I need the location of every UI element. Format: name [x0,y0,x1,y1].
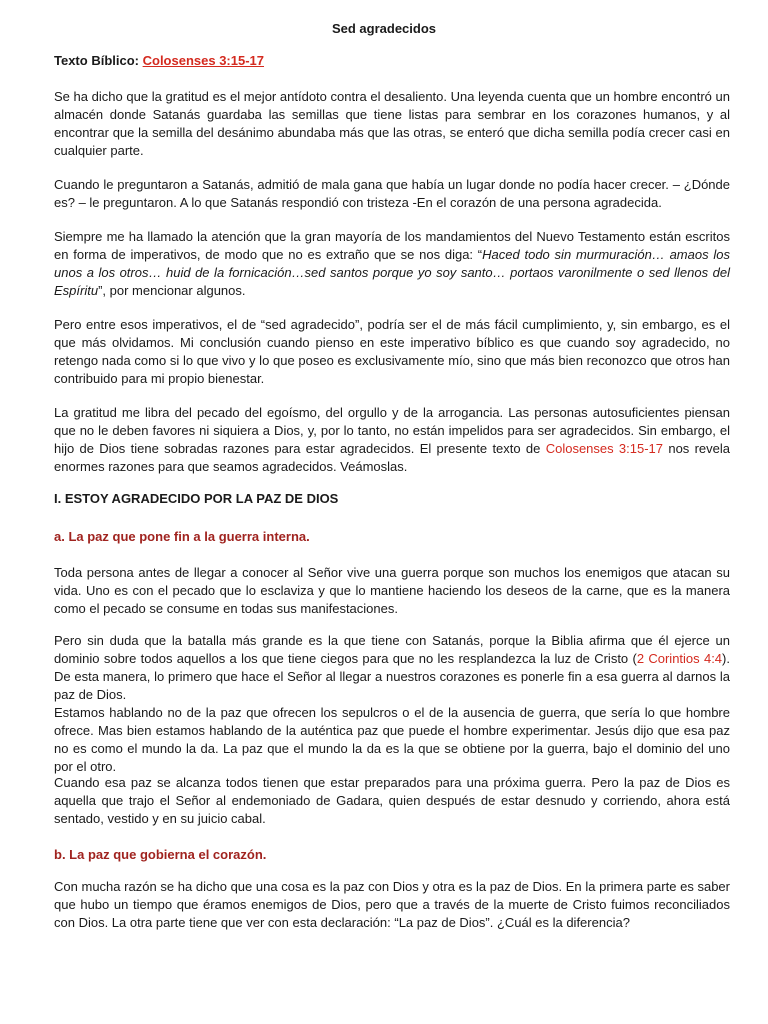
section-heading-peace: I. ESTOY AGRADECIDO POR LA PAZ DE DIOS [54,491,339,506]
paragraph-inner-war: Toda persona antes de llegar a conocer al Señor vive una guerra porque son muchos los enemigos que atacan su vida. Uno es con el pecado que lo esclaviza y que lo mantiene haciendo los deseos de la carne, que es la manera como el pecado se consume en todas sus manifestaciones. [54,565,730,616]
corinthians-reference: 2 Corintios 4:4 [636,651,723,666]
paragraph-imperatives [54,228,730,300]
paragraph-gratitude-start: La gratitud me libra del pecado del egoísmo, del orgullo y de la arrogancia. Las personas autosuficientes piensan que no le deben favores ni siquiera a Dios, y, por lo tanto, no están impelidos para ser agradecidos. Sin embargo, el hijo de Dios tiene sobradas razones para estar agradecidos. El presente texto de [54,405,730,456]
bible-reference-link[interactable]: Colosenses 3:15-17 [142,53,265,68]
paragraph-gratitude-end: nos revela enormes razones para que seamos agradecidos. Veámoslas. [54,441,731,474]
subheading-a: a. La paz que pone fin a la guerra interna. [54,529,310,544]
document-title: Sed agradecidos [331,21,437,36]
paragraph-gadara: Cuando esa paz se alcanza todos tienen que estar preparados para una próxima guerra. Pero la paz de Dios es aquella que trajo el Señor al endemoniado de Gadara, quien después de estar desnudo y corriendo, ahora está sentado, vestido y en su juicio cabal. [54,775,730,826]
paragraph-gratitude-frees [54,404,730,476]
colossians-reference: Colosenses 3:15-17 [545,441,664,456]
paragraph-battle-end: ). De esta manera, lo primero que hace el Señor al llegar a nuestros corazones es ponerle fin a esa guerra al darnos la paz de Dios. [54,651,730,702]
paragraph-true-peace: Estamos hablando no de la paz que ofrecen los sepulcros o el de la ausencia de guerra, que sería lo que hombre ofrece. Mas bien estamos hablando de la auténtica paz que puede el hombre experimentar. Jesús dijo que esa paz no es como el mundo la da. La paz que el mundo la da es la que se obtiene por la guerra, bajo el dominio del uno por el otro. [54,705,730,774]
subheading-b: b. La paz que gobierna el corazón. [54,847,267,862]
paragraph-battle-start: Pero sin duda que la batalla más grande es la que tiene con Satanás, porque la Biblia afirma que él ejerce un dominio sobre todos aquellos a los que tiene ciegos para que no les resplandezca la luz de Cristo ( [54,633,730,666]
paragraph-be-grateful: Pero entre esos imperativos, el de “sed agradecido”, podría ser el de más fácil cumplimiento, y, sin embargo, es el que más olvidamos. Mi conclusión cuando pienso en este imperativo bíblico es que cuando soy agradecido, no retengo nada como si lo que vivo y lo que poseo es exclusivamente mío, sino que más bien reconozco que otros han contribuido para mi propio bienestar. [54,317,730,386]
paragraph-satan-answer: Cuando le preguntaron a Satanás, admitió de mala gana que había un lugar donde no podía hacer crecer. – ¿Dónde es? – le preguntaron. A lo que Satanás respondió con tristeza -En el corazón de una persona agradecida. [54,177,730,210]
paragraph-intro: Se ha dicho que la gratitud es el mejor antídoto contra el desaliento. Una leyenda cuenta que un hombre encontró un almacén donde Satanás guardaba las semillas que tiene listas para sembrar en los corazones humanos, y al encontrar que la semilla del desánimo abundaba más que las otras, se enteró que dicha semilla podía crecer casi en cualquier parte. [54,89,730,158]
paragraph-battle-satan [54,632,730,704]
paragraph-imperatives-start: Siempre me ha llamado la atención que la gran mayoría de los mandamientos del Nuevo Testamento están escritos en forma de imperativos, de modo que no es extraño que se nos diga: “ [54,229,730,262]
paragraph-imperatives-end: ”, por mencionar algunos. [98,283,246,298]
bible-text-label: Texto Bíblico: [54,53,143,68]
scripture-quote: Haced todo sin murmuración… amaos los unos a los otros… huid de la fornicación…sed santos porque yo soy santo… portaos varonilmente o sed llenos del Espíritu [54,247,730,298]
paragraph-peace-with-god: Con mucha razón se ha dicho que una cosa es la paz con Dios y otra es la paz de Dios. En la primera parte es saber que hubo un tiempo que éramos enemigos de Dios, pero que a través de la muerte de Cristo fuimos reconciliados con Dios. La otra parte tiene que ver con esta declaración: “La paz de Dios”. ¿Cuál es la diferencia? [54,879,730,930]
bible-text-line [54,52,730,70]
